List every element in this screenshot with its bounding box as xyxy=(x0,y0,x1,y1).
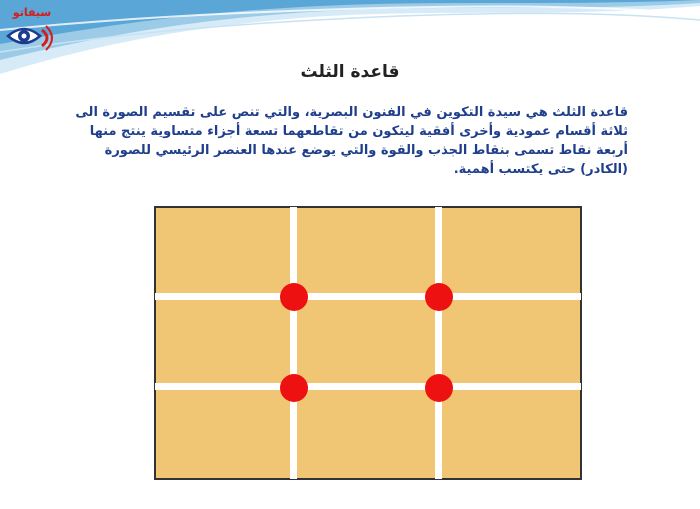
power-point xyxy=(280,374,308,402)
eye-logo-icon xyxy=(2,2,64,60)
vertical-grid-line xyxy=(290,207,297,479)
vertical-grid-line xyxy=(435,207,442,479)
slide-title: قاعدة الثلث xyxy=(300,62,400,82)
power-point xyxy=(425,283,453,311)
slide-body-text: قاعدة الثلث هي سيدة التكوين في الفنون البصرية، والتي تنص على تقسيم الصورة الى ثلاثة أقسام عمودية وأخرى أفقية ليتكون من تقاطعهما تسعة أجزاء متساوية ينتج منها أربعة نقاط تسمى بنقاط الجذب والقوة والتي يوضع عندها العنصر الرئيسي للصورة (الكادر) حتى يكتسب أهمية. xyxy=(75,105,628,177)
horizontal-grid-line xyxy=(155,293,581,300)
power-point xyxy=(280,283,308,311)
horizontal-grid-line xyxy=(155,383,581,390)
logo[interactable] xyxy=(2,2,64,60)
power-point xyxy=(425,374,453,402)
rule-of-thirds-figure xyxy=(154,206,582,480)
figure-frame xyxy=(155,207,581,479)
logo-text: سيفاتو xyxy=(12,6,52,19)
